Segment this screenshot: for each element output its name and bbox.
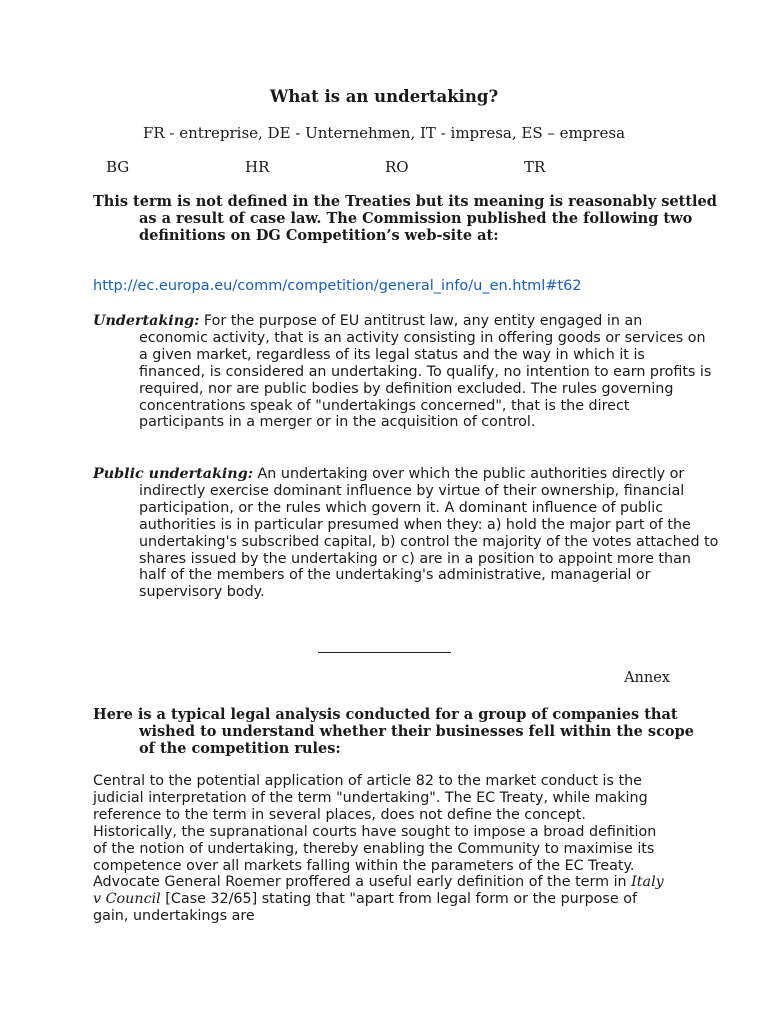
annex-intro: Here is a typical legal analysis conducted for a group of companies that wished to understand whether their businesses fell within the scope of the competition rules:	[93, 706, 694, 757]
undertaking-definition	[93, 313, 714, 431]
language-code-hr: HR	[245, 158, 270, 176]
dg-competition-link[interactable]: http://ec.europa.eu/comm/competition/general_info/u_en.html#t62	[93, 278, 582, 294]
section-divider	[318, 652, 451, 653]
page-title: What is an undertaking?	[269, 87, 499, 106]
public-undertaking-definition	[93, 466, 719, 601]
analysis-paragraph	[93, 773, 673, 925]
public-undertaking-definition-text: An undertaking over which the public authorities directly or indirectly exercise dominant influence by virtue of their ownership, financial participation, or the rules which govern it. A dominant influence of public authorities is in particular presumed when they: a) hold the major part of the undertaking's subscribed capital, b) control the majority of the votes attached to shares issued by the undertaking or c) are in a position to appoint more than half of the members of the undertaking's administrative, managerial or supervisory body.	[139, 466, 719, 601]
analysis-text-end: [Case 32/65] stating that "apart from legal form or the purpose of gain, undertakings are	[93, 891, 637, 925]
language-code-tr: TR	[524, 158, 546, 176]
intro-paragraph: This term is not defined in the Treaties but its meaning is reasonably settled as a result of case law. The Commission published the following two definitions on DG Competition’s web-site at:	[93, 193, 717, 244]
language-code-bg: BG	[106, 158, 130, 176]
language-code-ro: RO	[385, 158, 409, 176]
undertaking-definition-text: For the purpose of EU antitrust law, any entity engaged in an economic activity, that is an activity consisting in offering goods or services on a given market, regardless of its legal status and the way in which it is financed, is considered an undertaking. To qualify, no intention to earn profits is required, nor are public bodies by definition excluded. The rules governing concentrations speak of "undertakings concerned", that is the direct participants in a merger or in the acquisition of control.	[139, 313, 712, 431]
public-undertaking-term: Public undertaking:	[93, 466, 253, 482]
undertaking-term: Undertaking:	[93, 313, 200, 329]
case-name: Italy v Council	[93, 874, 664, 908]
annex-heading: Annex	[624, 670, 670, 686]
analysis-text-start: Central to the potential application of article 82 to the market conduct is the judicial interpretation of the term "undertaking". The EC Treaty, while making reference to the term in several places, does not define the concept. Historically, the supranational courts have sought to impose a broad definition of the notion of undertaking, thereby enabling the Community to maximise its competence over all markets falling within the parameters of the EC Treaty. Advocate General Roemer proffered a useful early definition of the term in	[93, 773, 657, 891]
language-translations: FR - entreprise, DE - Unternehmen, IT - impresa, ES – empresa	[142, 124, 626, 142]
